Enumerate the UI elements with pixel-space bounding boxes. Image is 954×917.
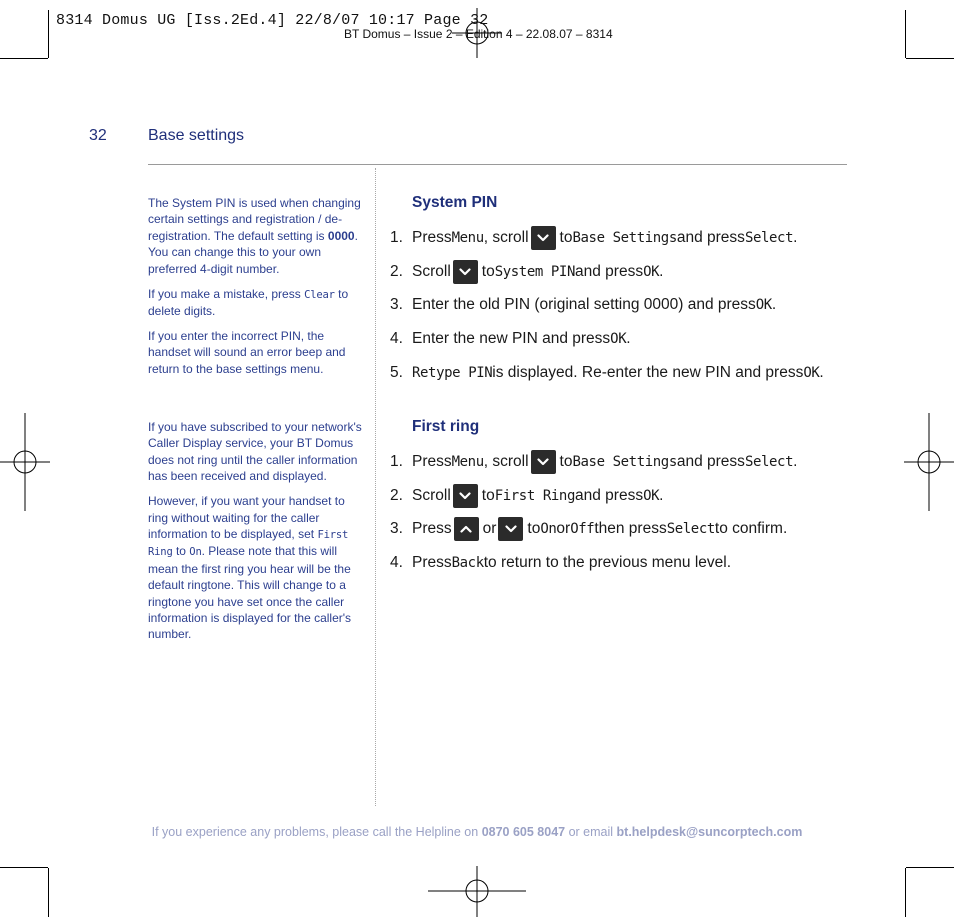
crop-mark	[0, 58, 48, 59]
registration-mark-bottom	[428, 866, 526, 917]
down-arrow-key-icon	[531, 226, 556, 250]
up-arrow-key-icon	[454, 517, 479, 541]
column-divider	[375, 168, 376, 806]
sidebar-note: The System PIN is used when changing certain settings and registration / de-registration. The default setting is 0000. You can change this to your own preferred 4-digit number.	[148, 196, 361, 276]
crop-mark	[905, 10, 906, 58]
step-item: 4. Press Back to return to the previous menu level.	[390, 553, 732, 571]
crop-mark	[48, 868, 49, 917]
sidebar-note: If you make a mistake, press Clear to delete digits.	[148, 286, 349, 318]
step-item: 2. Scroll to First Ring and press OK .	[390, 479, 860, 513]
down-arrow-key-icon	[453, 260, 478, 284]
down-arrow-key-icon	[531, 450, 556, 474]
print-slug-sub: BT Domus – Issue 2 – Edition 4 – 22.08.07 – 8314	[344, 27, 613, 41]
system-pin-steps	[390, 221, 860, 389]
step-item: 2. Scroll to System PIN and press OK .	[390, 255, 860, 289]
crop-mark	[906, 58, 954, 59]
first-ring-heading: First ring	[412, 418, 480, 435]
sidebar-note: If you have subscribed to your network's Caller Display service, your BT Domus does not ring until the caller information has been received and displayed.	[148, 420, 362, 484]
header-divider	[148, 164, 847, 165]
system-pin-heading: System PIN	[412, 194, 498, 211]
sidebar-first-ring-notes	[148, 419, 362, 651]
step-item: 3. Enter the old PIN (original setting 0000) and press OK .	[390, 296, 777, 314]
registration-mark-left	[0, 413, 50, 511]
crop-mark	[0, 867, 48, 868]
step-item: 3. Press or to On or Off then press Select to confirm.	[390, 512, 860, 546]
step-item: 1. Press Menu , scroll to Base Settings and press Select .	[390, 221, 860, 255]
page-number: 32	[89, 127, 107, 144]
sidebar-note: However, if you want your handset to ring without waiting for the caller information to be displayed, set First Ring to On. Please note that this will mean the first ring you hear will be the default ringtone. This will change to a ringtone you have set once the caller information is displayed for the caller's number.	[148, 494, 352, 642]
crop-mark	[905, 868, 906, 917]
registration-mark-right	[904, 413, 954, 511]
print-slug: 8314 Domus UG [Iss.2Ed.4] 22/8/07 10:17 Page 32	[56, 12, 489, 29]
helpline-phone: 0870 605 8047	[481, 825, 566, 839]
step-item: 1. Press Menu , scroll to Base Settings and press Select .	[390, 445, 860, 479]
sidebar-system-pin-notes	[148, 195, 362, 386]
down-arrow-key-icon	[498, 517, 523, 541]
helpline-footer: If you experience any problems, please call the Helpline on 0870 605 8047 or email bt.helpdesk@suncorptech.com	[151, 825, 803, 839]
first-ring-steps	[390, 445, 860, 580]
crop-mark	[906, 867, 954, 868]
crop-mark	[48, 10, 49, 58]
down-arrow-key-icon	[453, 484, 478, 508]
step-item: 4. Enter the new PIN and press OK .	[390, 329, 631, 347]
sidebar-note: If you enter the incorrect PIN, the handset will sound an error beep and return to the base settings menu.	[148, 328, 346, 376]
section-title: Base settings	[148, 127, 245, 144]
step-item: 5. Retype PIN is displayed. Re-enter the new PIN and press OK .	[390, 363, 824, 381]
helpdesk-email[interactable]: bt.helpdesk@suncorptech.com	[616, 825, 803, 839]
